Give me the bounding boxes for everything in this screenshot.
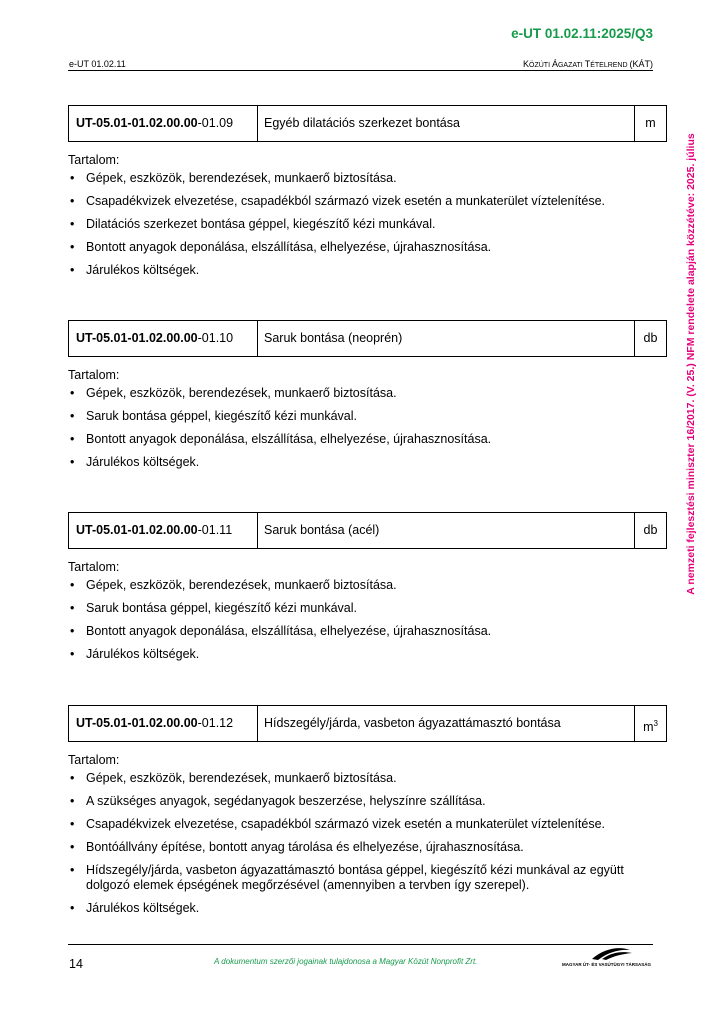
list-item: • Járulékos költségek. — [68, 455, 665, 470]
tartalom-label: Tartalom: — [68, 153, 120, 167]
logo-text: MAGYAR ÚT- ÉS VASÚTÜGYI TÁRSASÁG — [562, 962, 652, 967]
page-number: 14 — [69, 957, 83, 971]
list-item: • Bontott anyagok deponálása, elszállítása, elhelyezése, újrahasznosítása. — [68, 432, 665, 447]
content-list — [68, 771, 665, 916]
tartalom-label: Tartalom: — [68, 560, 120, 574]
item-01-12 — [68, 705, 665, 924]
item-title: Saruk bontása (acél) — [258, 513, 635, 548]
company-logo — [562, 946, 654, 970]
list-item: • Gépek, eszközök, berendezések, munkaerő biztosítása. — [68, 171, 665, 186]
side-note: A nemzeti fejlesztési miniszter 16/2017. (V. 25.) NFM rendelete alapján közzétéve: 2025. július — [685, 133, 697, 595]
content-list — [68, 578, 665, 662]
item-01-09 — [68, 105, 665, 286]
content-list — [68, 386, 665, 470]
footer-rule — [68, 944, 653, 945]
item-01-10 — [68, 320, 665, 478]
list-item: • Dilatációs szerkezet bontása géppel, kiegészítő kézi munkával. — [68, 217, 665, 232]
logo-swoosh-icon — [562, 946, 654, 962]
item-code: UT-05.01-01.02.00.00-01.11 — [69, 513, 258, 548]
content-list — [68, 171, 665, 278]
item-code-table — [68, 512, 667, 549]
item-unit: db — [643, 331, 658, 345]
item-01-11 — [68, 512, 665, 670]
tartalom-label: Tartalom: — [68, 368, 120, 382]
item-unit: db — [643, 523, 658, 537]
list-item: • Bontott anyagok deponálása, elszállítása, elhelyezése, újrahasznosítása. — [68, 624, 665, 639]
list-item: • Csapadékvizek elvezetése, csapadékból származó vizek esetén a munkaterület víztelenítése. — [68, 817, 665, 832]
list-item: • Gépek, eszközök, berendezések, munkaerő biztosítása. — [68, 386, 665, 401]
list-item: • Gépek, eszközök, berendezések, munkaerő biztosítása. — [68, 578, 665, 593]
item-unit: $m^3$ — [643, 719, 658, 735]
tartalom-label: Tartalom: — [68, 753, 120, 767]
item-title: Hídszegély/járda, vasbeton ágyazattámasztó bontása — [258, 706, 635, 741]
list-item: • Gépek, eszközök, berendezések, munkaerő biztosítása. — [68, 771, 665, 786]
list-item: • Járulékos költségek. — [68, 901, 665, 916]
item-code-table — [68, 320, 667, 357]
item-code: UT-05.01-01.02.00.00-01.12 — [69, 706, 258, 741]
list-item: • Bontóállvány építése, bontott anyag tárolása és elhelyezése, újrahasznosítása. — [68, 840, 665, 855]
header-right-title: KÖZÚTI ÁGAZATI TÉTELREND (KÁT) — [523, 59, 653, 69]
item-title: Egyéb dilatációs szerkezet bontása — [258, 106, 635, 141]
document-code: e-UT 01.02.11:2025/Q3 — [511, 26, 653, 41]
list-item: • A szükséges anyagok, segédanyagok beszerzése, helyszínre szállítása. — [68, 794, 665, 809]
list-item: • Saruk bontása géppel, kiegészítő kézi munkával. — [68, 601, 665, 616]
list-item: • Járulékos költségek. — [68, 647, 665, 662]
list-item: • Bontott anyagok deponálása, elszállítása, elhelyezése, újrahasznosítása. — [68, 240, 665, 255]
list-item: • Járulékos költségek. — [68, 263, 665, 278]
item-unit: m — [645, 116, 656, 130]
item-code: UT-05.01-01.02.00.00-01.10 — [69, 321, 258, 356]
item-code-table — [68, 105, 667, 142]
item-code: UT-05.01-01.02.00.00-01.09 — [69, 106, 258, 141]
list-item: • Saruk bontása géppel, kiegészítő kézi munkával. — [68, 409, 665, 424]
list-item: • Hídszegély/járda, vasbeton ágyazattámasztó bontása géppel, kiegészítő kézi munkával az együtt dolgozó elemek épségének megőrzésével (amennyiben a tervben így szerepel). — [68, 863, 626, 893]
header-rule — [68, 70, 653, 71]
list-item: • Csapadékvizek elvezetése, csapadékból származó vizek esetén a munkaterület víztelenítése. — [68, 194, 665, 209]
item-code-table — [68, 705, 667, 742]
item-title: Saruk bontása (neoprén) — [258, 321, 635, 356]
header-left-code: e-UT 01.02.11 — [69, 59, 126, 69]
copyright-notice: A dokumentum szerzői jogainak tulajdonosa a Magyar Közút Nonprofit Zrt. — [214, 957, 478, 966]
